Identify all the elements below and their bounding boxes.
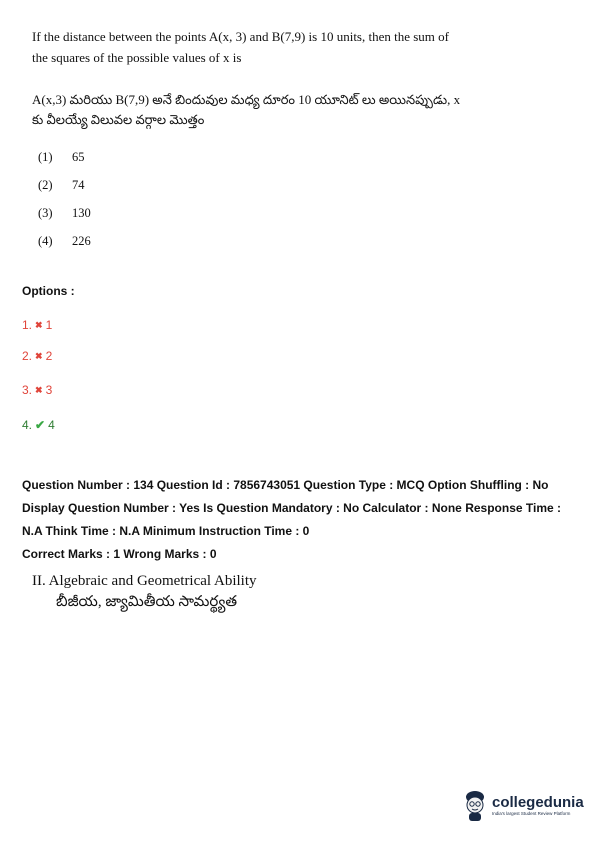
- choice-list: [38, 150, 91, 262]
- choice-number: (4): [38, 234, 53, 248]
- question-metadata: Question Number : 134 Question Id : 7856743051 Question Type : MCQ Option Shuffling : No Display Question Number : Yes Is Question Mandatory : No Calculator : None Response Time : N.A Think Time : N.A Minimum Instruction Time : 0: [22, 478, 561, 538]
- option-label: 4.: [22, 418, 33, 432]
- mascot-icon: [462, 788, 488, 822]
- option-value: 4: [48, 418, 55, 432]
- option-value: 3: [45, 383, 53, 397]
- option-label: 1.: [22, 318, 33, 332]
- brand-logo: [462, 788, 584, 822]
- choice-value: 74: [72, 178, 85, 192]
- question-telugu: A(x,3) మరియు B(7,9) అనే బిందువుల మధ్య దూరం 10 యూనిట్ లు అయినప్పుడు, x కు వీలయ్యే విలువల వర్గాల మొత్తం: [32, 92, 461, 127]
- choice-number: (3): [38, 206, 53, 220]
- choice-value: 226: [72, 234, 91, 248]
- option-label: 2.: [22, 349, 33, 363]
- option-label: 3.: [22, 383, 33, 397]
- choice-2: [38, 178, 91, 206]
- choice-3: [38, 206, 91, 234]
- brand-text: [492, 795, 584, 816]
- option-value: 2: [45, 349, 53, 363]
- brand-tagline: India's largest Student Review Platform: [492, 810, 571, 816]
- option-4: [22, 418, 55, 432]
- cross-icon: ✖: [35, 350, 43, 361]
- options-heading: Options :: [22, 284, 75, 298]
- marks-info: Correct Marks : 1 Wrong Marks : 0: [22, 547, 217, 561]
- check-icon: ✔: [35, 418, 46, 432]
- option-1: [22, 318, 52, 332]
- choice-number: (1): [38, 150, 53, 164]
- choice-4: [38, 234, 91, 262]
- option-3: [22, 383, 52, 397]
- cross-icon: ✖: [35, 384, 43, 395]
- choice-value: 65: [72, 150, 85, 164]
- section-title-telugu: బీజీయ, జ్యామితీయ సామర్థ్యత: [56, 594, 238, 610]
- cross-icon: ✖: [35, 319, 43, 330]
- option-value: 1: [45, 318, 53, 332]
- choice-1: [38, 150, 91, 178]
- choice-value: 130: [72, 206, 91, 220]
- brand-name: collegedunia: [492, 793, 584, 811]
- section-title-english: II. Algebraic and Geometrical Ability: [32, 573, 257, 589]
- question-english: If the distance between the points A(x, 3) and B(7,9) is 10 units, then the sum of the squares of the possible values of x is: [32, 29, 450, 65]
- choice-number: (2): [38, 178, 53, 192]
- option-2: [22, 349, 52, 363]
